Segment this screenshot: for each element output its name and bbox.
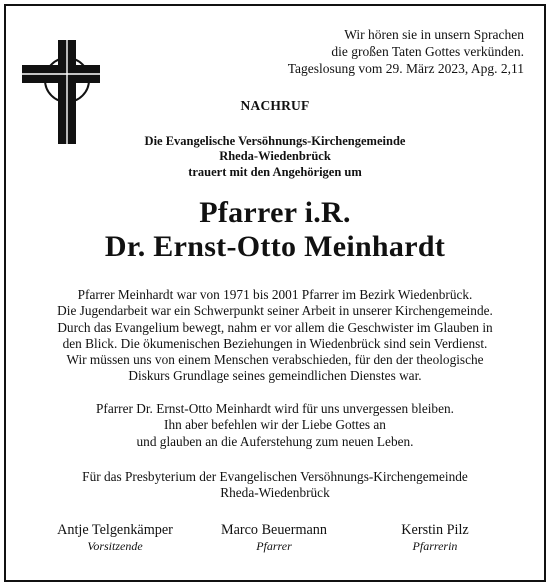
congregation-block	[0, 134, 550, 180]
signatory-name: Marco Beuermann	[221, 522, 327, 538]
page-title: NACHRUF	[240, 98, 310, 113]
mourning-line: trauert mit den Angehörigen um	[188, 164, 362, 179]
signatory-role: Pfarrer	[256, 539, 292, 553]
signatory-role: Pfarrerin	[412, 539, 458, 553]
congregation-city: Rheda-Wiedenbrück	[219, 149, 331, 164]
signatory	[184, 522, 364, 553]
closing-line: Pfarrer Dr. Ernst-Otto Meinhardt wird für uns unvergessen bleiben.	[96, 401, 454, 416]
presbytery-text	[0, 469, 550, 502]
signatory	[25, 522, 205, 553]
deceased-fullname: Dr. Ernst-Otto Meinhardt	[104, 230, 446, 263]
biography-text	[0, 287, 550, 385]
motto-line: die großen Taten Gottes verkünden.	[331, 43, 524, 59]
daily-motto	[288, 27, 524, 77]
presbytery-line: Rheda-Wiedenbrück	[220, 485, 330, 501]
congregation-name: Die Evangelische Versöhnungs-Kirchengemeinde	[144, 134, 406, 148]
signatory	[345, 522, 525, 553]
biography-line: Die Jugendarbeit war ein Schwerpunkt seiner Arbeit in unserer Kirchengemeinde.	[57, 303, 493, 319]
closing-text	[0, 401, 550, 450]
motto-reference: Tageslosung vom 29. März 2023, Apg. 2,11	[287, 60, 524, 76]
signatory-role: Vorsitzende	[87, 539, 143, 553]
biography-line: Durch das Evangelium bewegt, nahm er vor allem die Geschwister im Glauben in	[57, 319, 493, 335]
closing-line: Ihn aber befehlen wir der Liebe Gottes an	[164, 417, 386, 433]
deceased-title: Pfarrer i.R.	[199, 196, 351, 229]
biography-line: Pfarrer Meinhardt war von 1971 bis 2001 Pfarrer im Bezirk Wiedenbrück.	[77, 287, 473, 302]
presbytery-line: Für das Presbyterium der Evangelischen Versöhnungs-Kirchengemeinde	[82, 469, 468, 484]
motto-line: Wir hören sie in unsern Sprachen	[344, 27, 524, 42]
closing-line: und glauben an die Auferstehung zum neuen Leben.	[136, 433, 414, 449]
biography-line: Wir müssen uns von einem Menschen verabschieden, für den der theologische	[66, 352, 484, 368]
deceased-name	[0, 196, 550, 264]
signatory-name: Kerstin Pilz	[401, 522, 469, 538]
signatory-name: Antje Telgenkämper	[57, 522, 173, 538]
biography-line: Diskurs Grundlage seines gemeindlichen Dienstes war.	[128, 368, 422, 384]
biography-line: den Blick. Die ökumenischen Beziehungen in Wiedenbrück sind sein Verdienst.	[62, 335, 488, 351]
cross-icon	[22, 40, 100, 144]
